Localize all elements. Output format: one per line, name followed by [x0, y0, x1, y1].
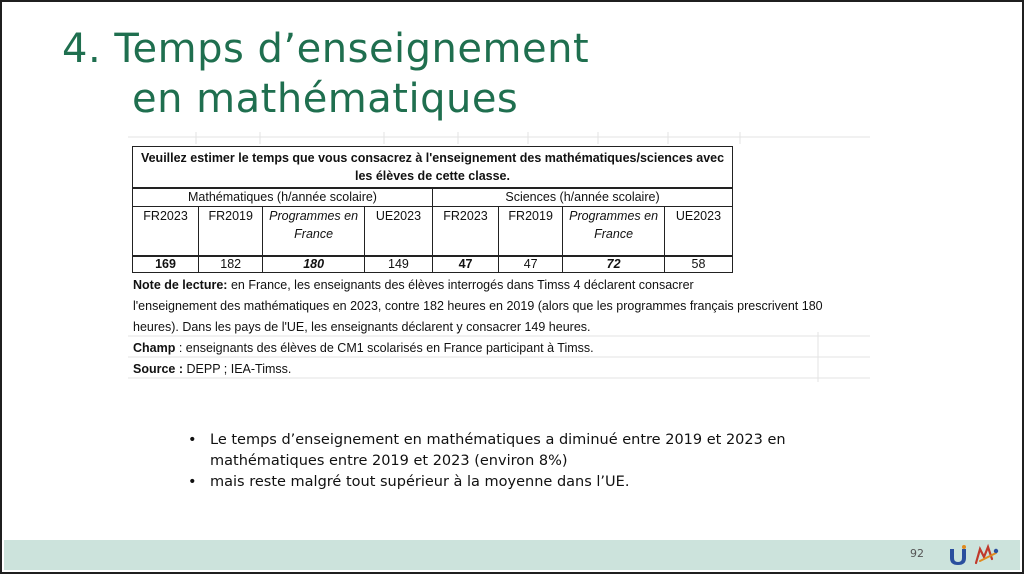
source-text: DEPP ; IEA-Timss. [183, 362, 292, 376]
reading-note [133, 275, 870, 338]
column-header: FR2023 [133, 207, 199, 257]
group-header-row [133, 188, 733, 207]
reading-note-line-2: l'enseignement des mathématiques en 2023, contre 182 heures en 2019 (alors que les programmes français prescrivent 180 [133, 299, 823, 313]
reading-note-line-1 [133, 275, 870, 296]
column-header-row [133, 207, 733, 257]
table-cell: 180 [263, 256, 365, 273]
bullet-list [182, 430, 850, 493]
reading-note-label: Note de lecture: [133, 278, 228, 292]
page-number: 92 [910, 547, 924, 560]
group-header-math: Mathématiques (h/année scolaire) [133, 188, 433, 207]
table-cell: 182 [199, 256, 263, 273]
column-header: FR2019 [199, 207, 263, 257]
slide-title [62, 24, 589, 124]
values-row [133, 256, 733, 273]
footer-bar [4, 540, 1020, 570]
table-cell: 149 [364, 256, 432, 273]
champ-label: Champ [133, 341, 176, 355]
group-header-sciences: Sciences (h/année scolaire) [432, 188, 732, 207]
table-cell: 47 [499, 256, 563, 273]
source-line [133, 359, 291, 380]
source-label: Source : [133, 362, 184, 376]
table-cell: 58 [664, 256, 732, 273]
teaching-time-table [132, 146, 733, 273]
column-header: Programmes en France [563, 207, 665, 257]
column-header: FR2023 [432, 207, 498, 257]
institution-logos-icon [946, 543, 1002, 567]
column-header: Programmes en France [263, 207, 365, 257]
table-question: Veuillez estimer le temps que vous consacrez à l'enseignement des mathématiques/sciences avec les élèves de cette classe. [133, 147, 733, 189]
question-row [133, 147, 733, 189]
title-line-2: en mathématiques [132, 76, 519, 122]
column-header: UE2023 [364, 207, 432, 257]
champ-line [133, 338, 594, 359]
table-cell: 72 [563, 256, 665, 273]
column-header: FR2019 [499, 207, 563, 257]
bullet-item: • mais reste malgré tout supérieur à la moyenne dans l’UE. [182, 472, 850, 493]
bullet-item: • Le temps d’enseignement en mathématiques a diminué entre 2019 et 2023 en mathématiques entre 2019 et 2023 (environ 8%) [182, 430, 850, 472]
title-line-1: 4. Temps d’enseignement [62, 26, 590, 72]
column-header: UE2023 [664, 207, 732, 257]
table-cell: 47 [432, 256, 498, 273]
table-excerpt-image [128, 132, 870, 382]
table-cell: 169 [133, 256, 199, 273]
reading-note-text: en France, les enseignants des élèves interrogés dans Timss 4 déclarent consacrer [227, 278, 694, 292]
champ-text: : enseignants des élèves de CM1 scolarisés en France participant à Timss. [175, 341, 594, 355]
reading-note-line-3: heures). Dans les pays de l'UE, les enseignants déclarent y consacrer 149 heures. [133, 320, 591, 334]
